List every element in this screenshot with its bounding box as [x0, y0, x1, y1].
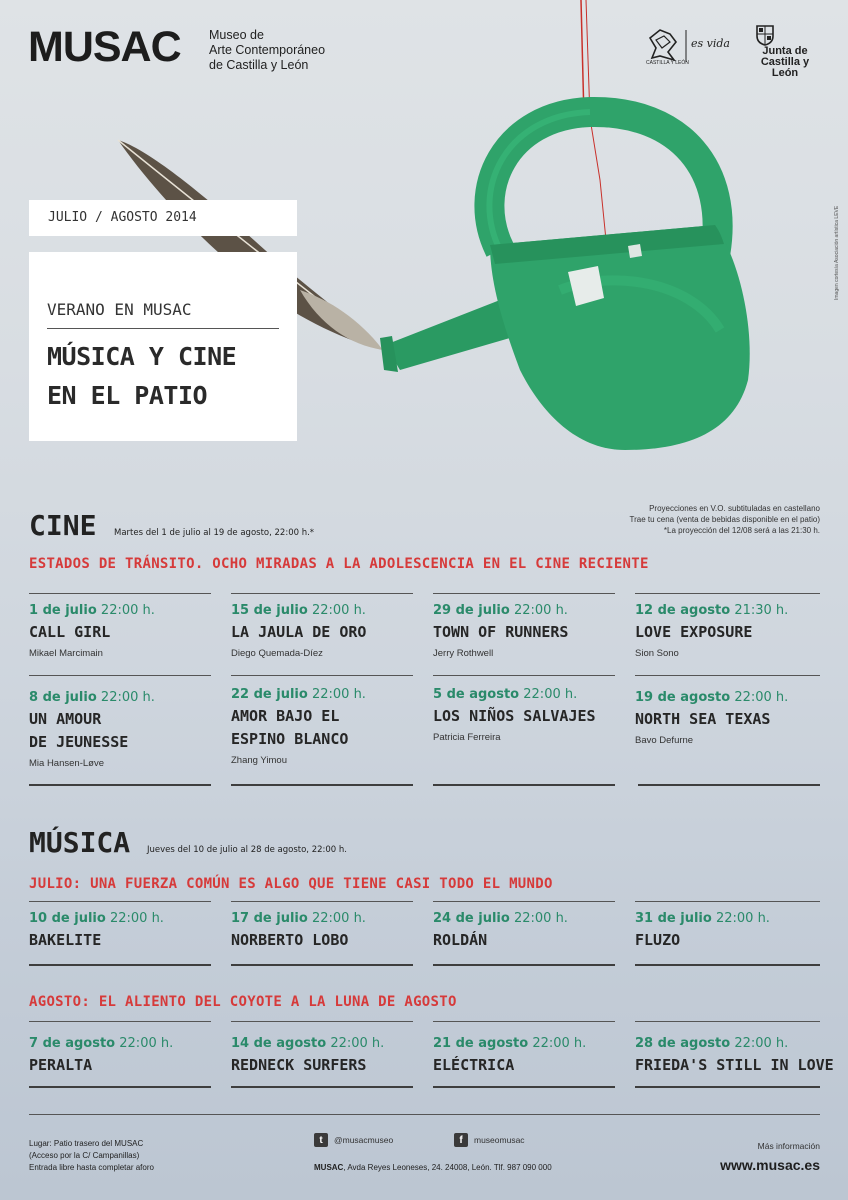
divider: [29, 784, 211, 786]
music-event-2: [231, 911, 417, 952]
event-title: TOWN OF RUNNERS: [433, 623, 569, 641]
music-event-4: [635, 911, 821, 952]
event-title: REDNECK SURFERS: [231, 1056, 367, 1074]
music-event-6: [231, 1036, 417, 1077]
cine-heading: ESTADOS DE TRÁNSITO. OCHO MIRADAS A LA ADOLESCENCIA EN EL CINE RECIENTE: [29, 556, 649, 572]
event-date: 28 de agosto: [635, 1036, 731, 1051]
divider: [29, 901, 211, 902]
event-date: 24 de julio: [433, 911, 510, 926]
divider: [433, 675, 615, 676]
film-event-4: [635, 603, 821, 659]
title-kicker: VERANO EN MUSAC: [47, 300, 279, 329]
event-director: Patricia Ferreira: [433, 732, 501, 743]
event-time: 22:00 h.: [715, 911, 770, 926]
divider: [635, 1086, 820, 1088]
music-event-3: [433, 911, 619, 952]
more-info-label: Más información: [757, 1141, 820, 1151]
cine-title: CINE: [29, 509, 97, 542]
event-title: NORTH SEA TEXAS: [635, 710, 771, 728]
cine-schedule: Martes del 1 de julio al 19 de agosto, 22:00 h.*: [114, 528, 315, 538]
musica-julio-heading: JULIO: UNA FUERZA COMÚN ES ALGO QUE TIENE CASI TODO EL MUNDO: [29, 876, 553, 892]
event-date: 10 de julio: [29, 911, 106, 926]
event-time: 22:00 h.: [513, 911, 568, 926]
event-date: 7 de agosto: [29, 1036, 116, 1051]
film-event-7: [433, 687, 619, 743]
event-time: 22:00 h.: [513, 603, 568, 618]
event-director: Bavo Defurne: [635, 735, 694, 746]
film-event-5: [29, 690, 215, 769]
event-title: BAKELITE: [29, 931, 102, 949]
junta-text: Junta de Castilla y León: [760, 45, 810, 79]
divider: [433, 964, 615, 966]
date-box: JULIO / AGOSTO 2014: [29, 200, 297, 236]
event-date: 8 de julio: [29, 690, 97, 705]
music-event-1: [29, 911, 215, 952]
event-time: 22:00 h.: [311, 603, 366, 618]
event-director: Sion Sono: [635, 648, 679, 659]
venue-info: Lugar: Patio trasero del MUSAC (Acceso por la C/ Campanillas) Entrada libre hasta completar aforo: [29, 1139, 154, 1172]
event-date: 5 de agosto: [433, 687, 520, 702]
divider: [29, 1021, 211, 1022]
divider: [231, 1086, 413, 1088]
event-director: Diego Quemada-Díez: [231, 648, 323, 659]
divider: [433, 784, 615, 786]
divider: [433, 901, 615, 902]
address: MUSAC, Avda Reyes Leoneses, 24. 24008, León. Tlf. 987 090 000: [314, 1163, 552, 1172]
twitter-link[interactable]: t @musacmuseo: [314, 1133, 393, 1147]
facebook-link[interactable]: f museomusac: [454, 1133, 525, 1147]
divider: [29, 1086, 211, 1088]
event-title: ELÉCTRICA: [433, 1056, 515, 1074]
event-time: 22:00 h.: [734, 1036, 789, 1051]
event-title: PERALTA: [29, 1056, 93, 1074]
divider: [231, 964, 413, 966]
event-director: Mikael Marcimain: [29, 648, 103, 659]
divider: [635, 901, 820, 902]
event-time: 22:00 h.: [119, 1036, 174, 1051]
divider: [29, 964, 211, 966]
musica-title: MÚSICA: [29, 826, 131, 859]
es-vida-text: es vida: [691, 37, 730, 50]
divider: [231, 901, 413, 902]
image-credit: Imagen cortesía Asociación artística LEVE: [834, 205, 840, 300]
event-title: FLUZO: [635, 931, 681, 949]
event-director: Jerry Rothwell: [433, 648, 494, 659]
facebook-icon: f: [454, 1133, 468, 1147]
musac-subtitle: Museo de Arte Contemporáneo de Castilla y León: [209, 28, 326, 72]
event-title: CALL GIRL: [29, 623, 111, 641]
divider: [433, 1086, 615, 1088]
film-event-2: [231, 603, 417, 659]
event-director: Zhang Yimou: [231, 755, 287, 766]
event-date: 17 de julio: [231, 911, 308, 926]
event-time: 22:00 h.: [109, 911, 164, 926]
title-box: [29, 252, 297, 441]
event-time: 21:30 h.: [734, 603, 789, 618]
event-director: Mia Hansen-Løve: [29, 758, 104, 769]
divider: [638, 784, 820, 786]
website-link[interactable]: www.musac.es: [720, 1157, 820, 1173]
event-title: ROLDÁN: [433, 931, 488, 949]
divider: [231, 675, 413, 676]
divider: [231, 784, 413, 786]
event-time: 22:00 h.: [100, 690, 155, 705]
twitter-icon: t: [314, 1133, 328, 1147]
music-event-8: [635, 1036, 834, 1077]
event-title: LOS NIÑOS SALVAJES: [433, 707, 596, 725]
event-date: 14 de agosto: [231, 1036, 327, 1051]
film-event-8: [635, 690, 821, 746]
event-time: 22:00 h.: [330, 1036, 385, 1051]
divider: [231, 593, 413, 594]
event-title: LOVE EXPOSURE: [635, 623, 753, 641]
event-date: 22 de julio: [231, 687, 308, 702]
divider: [29, 593, 211, 594]
page-title: MÚSICA Y CINE EN EL PATIO: [47, 342, 237, 410]
event-date: 21 de agosto: [433, 1036, 529, 1051]
divider: [635, 675, 820, 676]
divider: [433, 1021, 615, 1022]
film-event-6: [231, 687, 417, 766]
divider: [635, 593, 820, 594]
divider: [635, 964, 820, 966]
event-title: FRIEDA'S STILL IN LOVE: [635, 1056, 834, 1074]
event-date: 19 de agosto: [635, 690, 731, 705]
divider: [231, 1021, 413, 1022]
event-time: 22:00 h.: [100, 603, 155, 618]
musica-agosto-heading: AGOSTO: EL ALIENTO DEL COYOTE A LA LUNA DE AGOSTO: [29, 994, 457, 1010]
event-time: 22:00 h.: [311, 911, 366, 926]
divider: [433, 593, 615, 594]
music-event-7: [433, 1036, 619, 1077]
musica-schedule: Jueves del 10 de julio al 28 de agosto, 22:00 h.: [147, 845, 347, 855]
event-time: 22:00 h.: [523, 687, 578, 702]
event-date: 15 de julio: [231, 603, 308, 618]
cyl-label: CASTILLA Y LEÓN: [646, 60, 689, 66]
footer-divider: [29, 1114, 820, 1115]
event-time: 22:00 h.: [311, 687, 366, 702]
event-date: 31 de julio: [635, 911, 712, 926]
event-title: NORBERTO LOBO: [231, 931, 349, 949]
screening-notes: Proyecciones en V.O. subtituladas en castellano Trae tu cena (venta de bebidas disponible en el patio) *La proyección del 12/08 será a las 21:30 h.: [629, 504, 820, 535]
music-event-5: [29, 1036, 215, 1077]
divider: [29, 675, 211, 676]
event-title: UN AMOUR DE JEUNESSE: [29, 710, 129, 751]
event-date: 1 de julio: [29, 603, 97, 618]
film-event-3: [433, 603, 619, 659]
event-date: 12 de agosto: [635, 603, 731, 618]
musac-logo: MUSAC: [28, 23, 181, 71]
event-time: 22:00 h.: [734, 690, 789, 705]
divider: [635, 1021, 820, 1022]
event-title: AMOR BAJO EL ESPINO BLANCO: [231, 707, 349, 748]
event-time: 22:00 h.: [532, 1036, 587, 1051]
event-date: 29 de julio: [433, 603, 510, 618]
event-title: LA JAULA DE ORO: [231, 623, 367, 641]
film-event-1: [29, 603, 215, 659]
